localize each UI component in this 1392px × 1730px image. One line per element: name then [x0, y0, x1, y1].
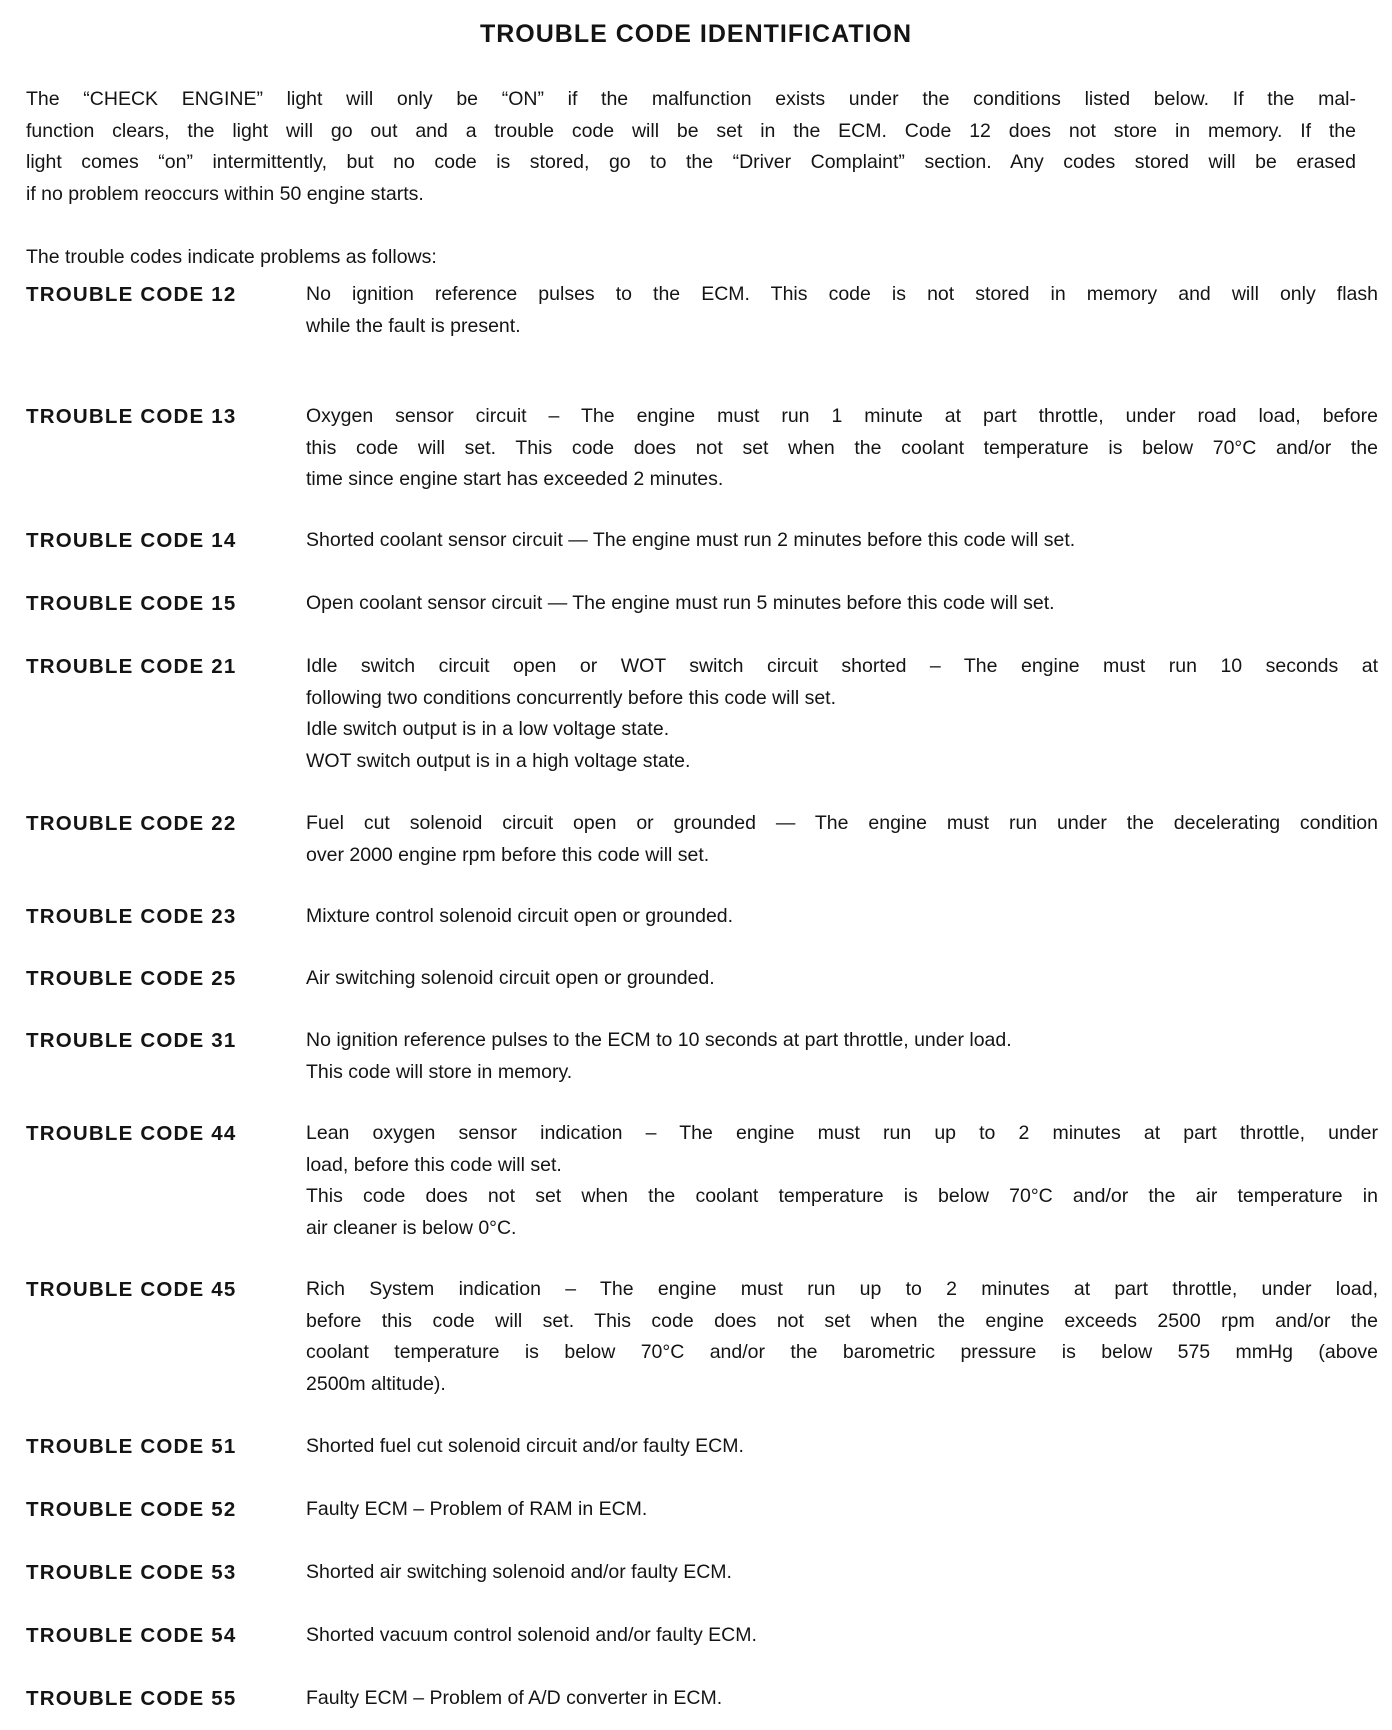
description-line: Idle switch output is in a low voltage state. [306, 718, 670, 740]
trouble-code-description [306, 651, 1378, 777]
intro-line: light comes “on” intermittently, but no code is stored, go to the “Driver Complaint” section. Any codes stored will be erased [26, 151, 1356, 173]
trouble-code-description [306, 588, 1378, 620]
trouble-code-description [306, 808, 1378, 871]
trouble-code-label: TROUBLE CODE 52 [26, 1498, 237, 1521]
description-line: while the fault is present. [306, 314, 521, 337]
description-line: coolant temperature is below 70°C and/or the barometric pressure is below 575 mmHg (above [306, 1341, 1378, 1363]
trouble-code-description [306, 1431, 1378, 1463]
description-line: Mixture control solenoid circuit open or grounded. [306, 905, 734, 927]
intro-line: function clears, the light will go out and a trouble code will be set in the ECM. Code 12 does not store in memory. If the [26, 119, 1356, 142]
trouble-code-label: TROUBLE CODE 44 [26, 1122, 237, 1145]
intro-line: The “CHECK ENGINE” light will only be “ON” if the malfunction exists under the conditions listed below. If the mal- [26, 88, 1356, 110]
trouble-code-description [306, 901, 1378, 933]
description-line: Lean oxygen sensor indication – The engine must run up to 2 minutes at part throttle, under [306, 1122, 1378, 1144]
description-line: Idle switch circuit open or WOT switch circuit shorted – The engine must run 10 seconds at [306, 655, 1378, 677]
trouble-code-label: TROUBLE CODE 53 [26, 1561, 237, 1584]
description-line: No ignition reference pulses to the ECM. This code is not stored in memory and will only flash [306, 283, 1378, 305]
trouble-code-label: TROUBLE CODE 14 [26, 529, 237, 552]
trouble-code-label: TROUBLE CODE 55 [26, 1687, 237, 1710]
intro-line: if no problem reoccurs within 50 engine starts. [26, 182, 424, 205]
description-line: Faulty ECM – Problem of RAM in ECM. [306, 1498, 648, 1520]
description-line: WOT switch output is in a high voltage state. [306, 749, 691, 772]
trouble-code-description [306, 279, 1378, 342]
trouble-code-description [306, 963, 1378, 995]
trouble-code-description [306, 1683, 1378, 1715]
trouble-code-label: TROUBLE CODE 23 [26, 905, 237, 928]
trouble-code-description [306, 1025, 1378, 1088]
trouble-code-label: TROUBLE CODE 13 [26, 405, 237, 428]
trouble-code-description [306, 1118, 1378, 1244]
description-line: Shorted fuel cut solenoid circuit and/or faulty ECM. [306, 1435, 744, 1457]
trouble-code-label: TROUBLE CODE 25 [26, 967, 237, 990]
description-line: Rich System indication – The engine must run up to 2 minutes at part throttle, under load, [306, 1278, 1378, 1300]
description-line: load, before this code will set. [306, 1153, 562, 1176]
trouble-code-label: TROUBLE CODE 21 [26, 655, 237, 678]
trouble-code-label: TROUBLE CODE 15 [26, 592, 237, 615]
trouble-code-label: TROUBLE CODE 45 [26, 1278, 237, 1301]
description-line: Open coolant sensor circuit — The engine must run 5 minutes before this code will set. [306, 592, 1055, 614]
trouble-code-label: TROUBLE CODE 31 [26, 1029, 237, 1052]
intro-paragraph [26, 84, 1356, 210]
trouble-code-description [306, 1557, 1378, 1589]
description-line: Fuel cut solenoid circuit open or grounded — The engine must run under the decelerating condition [306, 812, 1378, 834]
description-line: following two conditions concurrently before this code will set. [306, 686, 837, 709]
description-line: 2500m altitude). [306, 1372, 446, 1395]
description-line: Faulty ECM – Problem of A/D converter in ECM. [306, 1687, 723, 1709]
trouble-code-label: TROUBLE CODE 22 [26, 812, 237, 835]
page-title: TROUBLE CODE IDENTIFICATION [479, 20, 913, 48]
description-line: This code will store in memory. [306, 1060, 573, 1083]
description-line: over 2000 engine rpm before this code will set. [306, 843, 710, 866]
description-line: No ignition reference pulses to the ECM to 10 seconds at part throttle, under load. [306, 1029, 1012, 1051]
trouble-code-label: TROUBLE CODE 12 [26, 283, 237, 306]
description-line: air cleaner is below 0°C. [306, 1216, 517, 1239]
trouble-code-description [306, 401, 1378, 496]
trouble-code-label: TROUBLE CODE 54 [26, 1624, 237, 1647]
trouble-code-description [306, 1274, 1378, 1400]
description-line: time since engine start has exceeded 2 minutes. [306, 468, 724, 490]
description-line: Oxygen sensor circuit – The engine must run 1 minute at part throttle, under road load, before [306, 405, 1378, 427]
description-line: Shorted coolant sensor circuit — The engine must run 2 minutes before this code will set. [306, 529, 1076, 551]
trouble-code-description [306, 525, 1378, 557]
lead-text: The trouble codes indicate problems as follows: [26, 246, 437, 268]
description-line: this code will set. This code does not set when the coolant temperature is below 70°C and/or the [306, 436, 1378, 459]
description-line: before this code will set. This code does not set when the engine exceeds 2500 rpm and/or the [306, 1309, 1378, 1332]
trouble-code-description [306, 1620, 1378, 1652]
description-line: Shorted vacuum control solenoid and/or faulty ECM. [306, 1624, 757, 1646]
description-line: Shorted air switching solenoid and/or faulty ECM. [306, 1561, 732, 1583]
trouble-code-label: TROUBLE CODE 51 [26, 1435, 237, 1458]
description-line: This code does not set when the coolant temperature is below 70°C and/or the air temperature in [306, 1185, 1378, 1207]
description-line: Air switching solenoid circuit open or grounded. [306, 967, 715, 989]
trouble-code-description [306, 1494, 1378, 1526]
